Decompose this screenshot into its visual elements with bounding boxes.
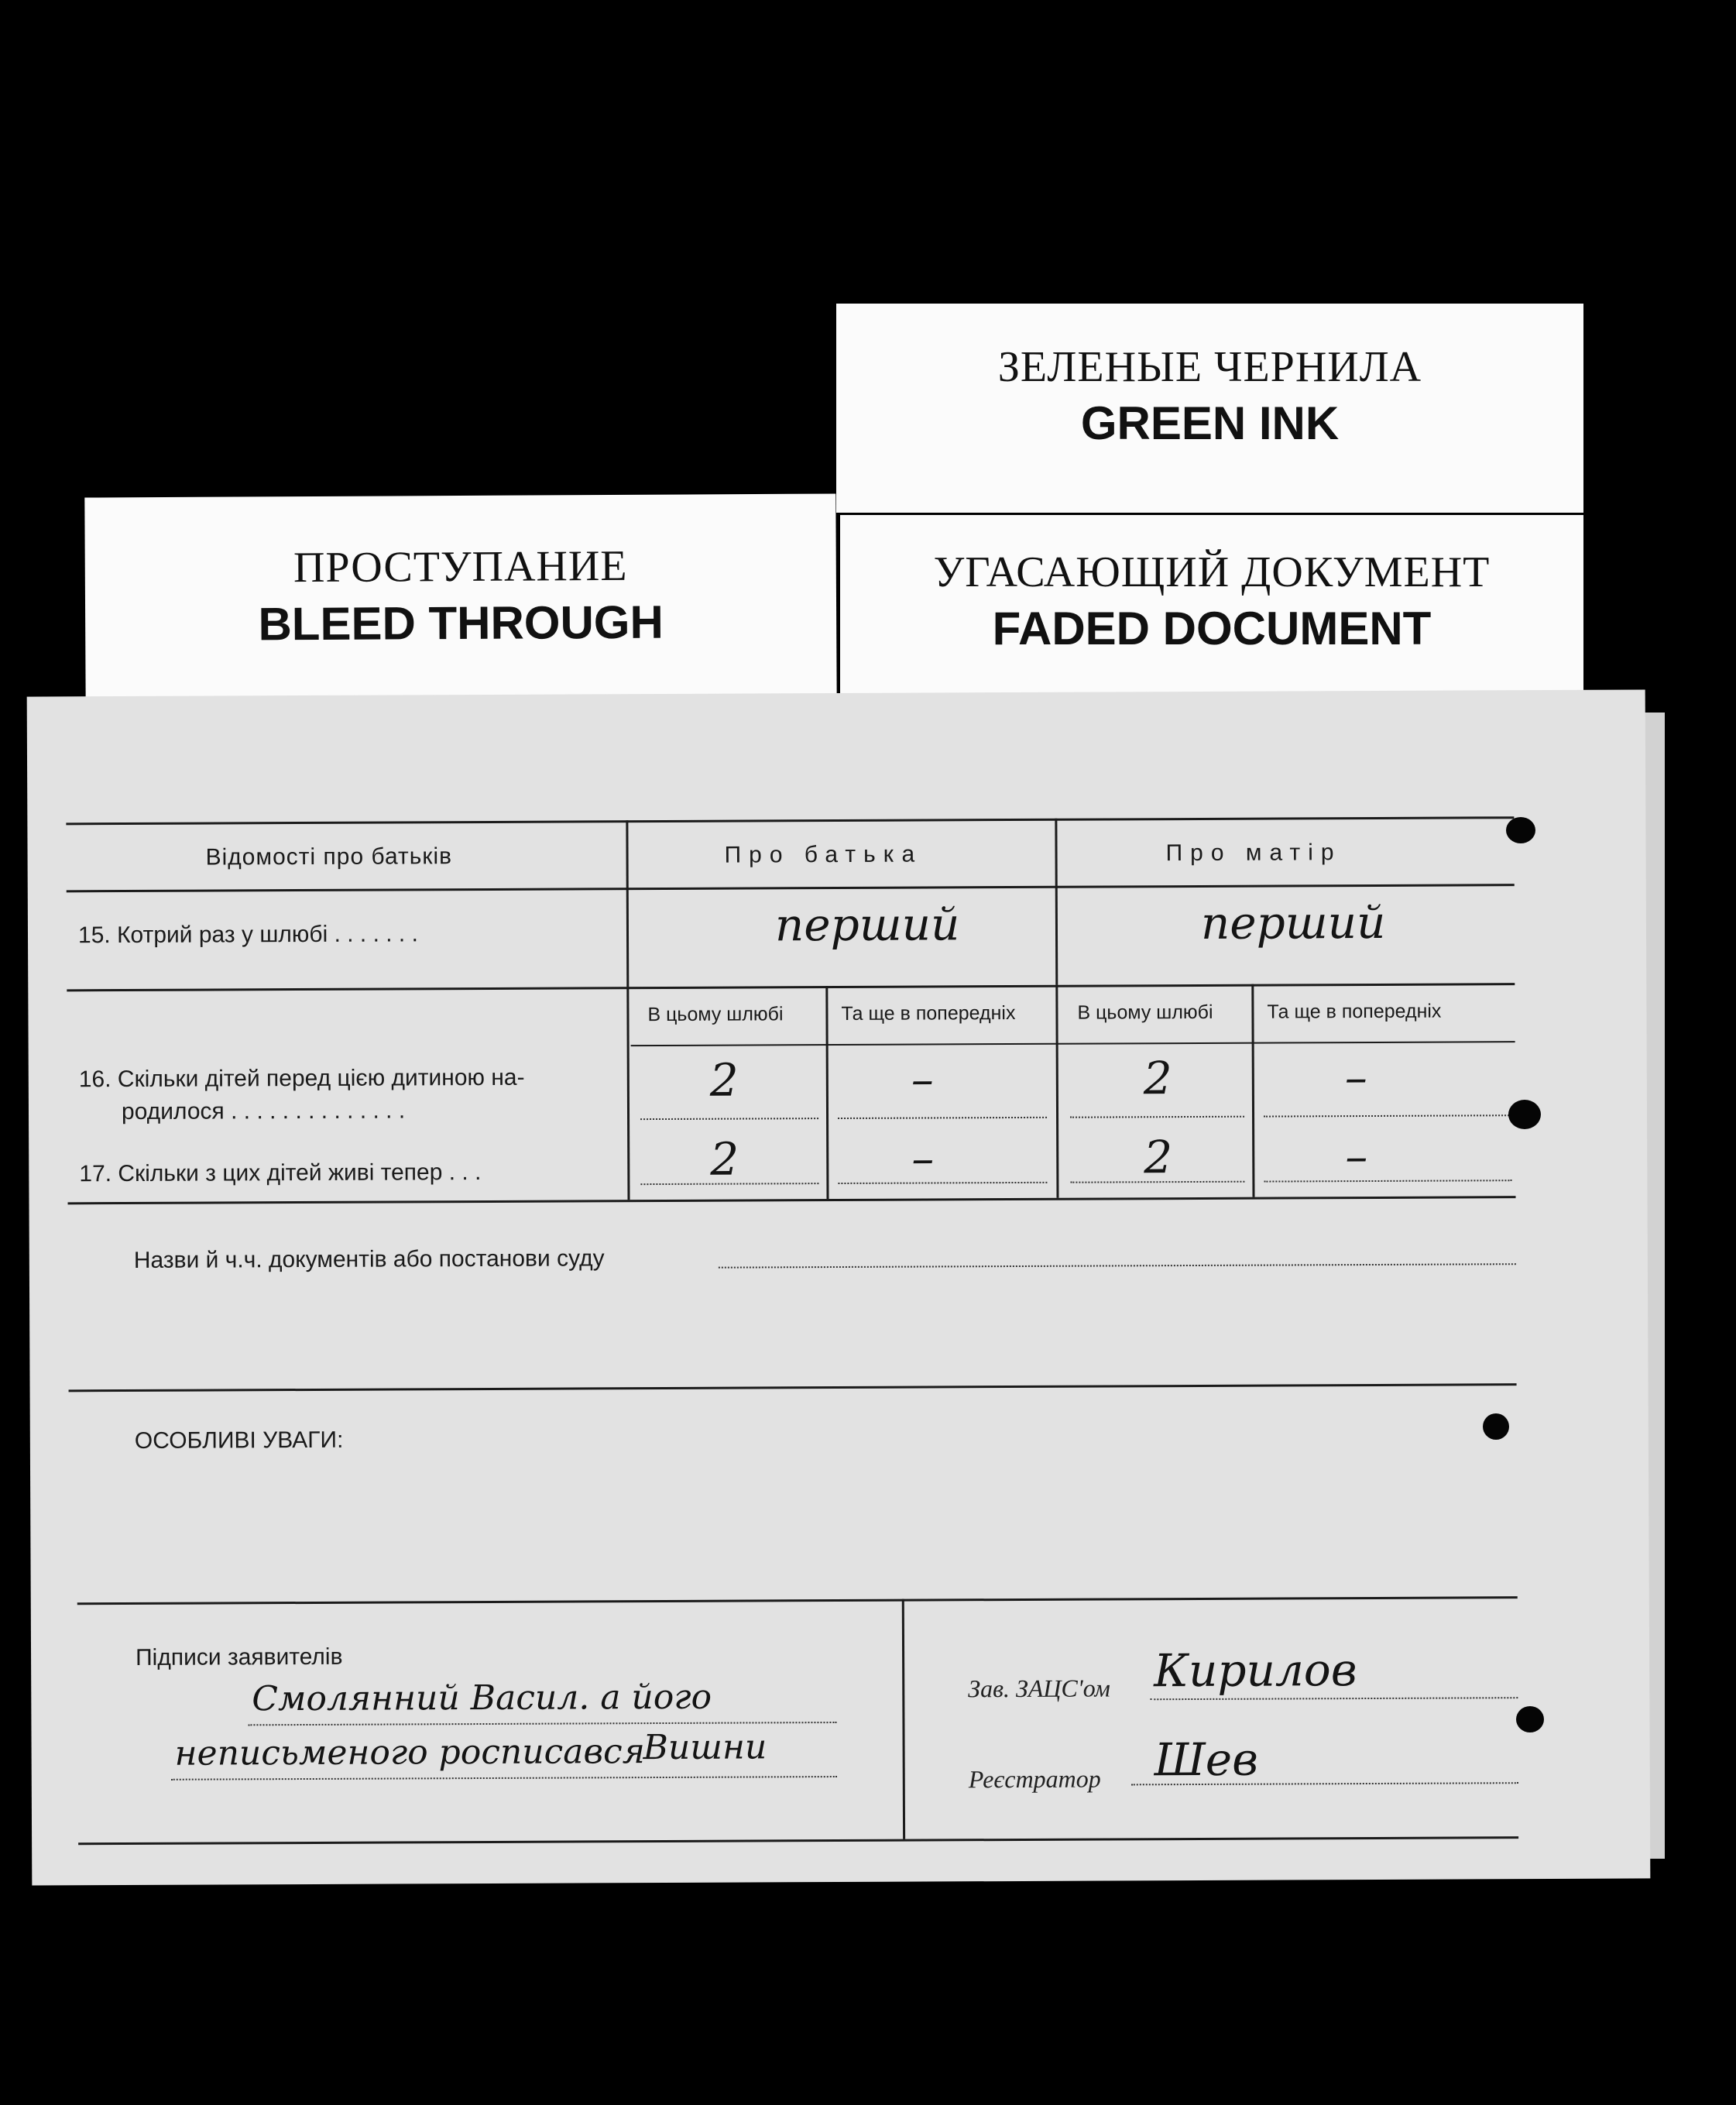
- row16-father-this: 2: [709, 1053, 739, 1107]
- punch-hole: [1508, 1100, 1541, 1129]
- faded-document-en: FADED DOCUMENT: [992, 603, 1432, 654]
- applicant-signature: Вишни: [643, 1727, 767, 1768]
- rule-row15-bottom: [67, 983, 1515, 991]
- row17-mother-prev-line: [1264, 1180, 1511, 1182]
- applicant-line2-rule: [171, 1776, 837, 1780]
- punch-hole: [1516, 1706, 1544, 1732]
- registrar-label: Реєстратор: [968, 1764, 1101, 1794]
- row16-mother-this-line: [1070, 1116, 1244, 1118]
- punch-hole: [1483, 1413, 1509, 1440]
- row16-mother-this: 2: [1143, 1052, 1172, 1105]
- row17-father-prev-line: [838, 1182, 1047, 1184]
- col-divider-mother-2: [1055, 985, 1058, 1198]
- bleed-through-card: [84, 493, 836, 706]
- signatures-label: Підписи заявителів: [136, 1643, 343, 1671]
- head-signature: Кирилов: [1154, 1643, 1357, 1698]
- green-ink-card: [836, 304, 1583, 513]
- green-ink-ru: ЗЕЛЕНЫЕ ЧЕРНИЛА: [997, 343, 1422, 391]
- row17-father-prev: –: [911, 1131, 935, 1185]
- bleed-through-en: BLEED THROUGH: [258, 596, 664, 651]
- col-divider-father-prev: [825, 986, 829, 1199]
- applicant-line1: Смолянний Васил. а його: [252, 1677, 712, 1719]
- head-signature-line: [1150, 1697, 1518, 1700]
- row15-label: 15. Котрий раз у шлюбі . . . . . . .: [77, 921, 418, 949]
- rule-subheader-bottom: [631, 1041, 1515, 1046]
- row16-father-prev: –: [911, 1052, 934, 1106]
- applicant-line2: неписьменого росписався: [174, 1732, 645, 1774]
- row16-label-line2: родилося . . . . . . . . . . . . . .: [121, 1097, 406, 1125]
- subheader-father-this: В цьому шлюбі: [647, 1003, 784, 1026]
- col-divider-mother-prev: [1251, 984, 1254, 1197]
- faded-document-card: [840, 515, 1583, 709]
- rule-signatures-top: [77, 1596, 1518, 1605]
- row17-label: 17. Скільки з цих дітей живі тепер . . .: [79, 1159, 482, 1187]
- subheader-father-prev: Та ще в попередніх: [841, 1002, 1016, 1025]
- special-notes-label: ОСОБЛИВІ УВАГИ:: [134, 1427, 344, 1454]
- rule-bottom: [78, 1836, 1518, 1845]
- form-sheet: [27, 689, 1651, 1885]
- row16-mother-prev-line: [1264, 1114, 1511, 1117]
- col-divider-father: [626, 820, 629, 987]
- row16-father-prev-line: [838, 1117, 1047, 1119]
- col-divider-mother: [1055, 819, 1058, 985]
- header-about-mother: Про матір: [1165, 840, 1342, 867]
- subheader-mother-prev: Та ще в попередніх: [1267, 1000, 1442, 1023]
- header-parents-info: Відомості про батьків: [205, 843, 453, 871]
- row17-mother-prev: –: [1345, 1130, 1368, 1183]
- signatures-divider: [902, 1599, 905, 1839]
- rule-top: [66, 816, 1514, 825]
- documents-line: [719, 1263, 1516, 1268]
- documents-label: Назви й ч.ч. документів або постанови суду: [133, 1245, 605, 1273]
- head-label: Зав. ЗАЦС'ом: [968, 1674, 1110, 1703]
- applicant-line1-rule: [248, 1722, 836, 1726]
- rule-documents-bottom: [69, 1383, 1517, 1392]
- registrar-signature: Шев: [1154, 1732, 1259, 1787]
- row15-mother-value: перший: [1200, 895, 1386, 949]
- row16-label-line1: 16. Скільки дітей перед цією дитиною на-: [78, 1064, 525, 1093]
- col-divider-father-2: [626, 987, 630, 1200]
- rule-row17-bottom: [68, 1196, 1516, 1204]
- row17-mother-this: 2: [1144, 1131, 1173, 1184]
- row15-father-value: перший: [774, 898, 960, 952]
- row16-father-this-line: [640, 1118, 818, 1120]
- faded-document-ru: УГАСАЮЩИЙ ДОКУМЕНТ: [933, 548, 1491, 596]
- header-about-father: Про батька: [724, 841, 923, 868]
- bleed-through-ru: ПРОСТУПАНИЕ: [293, 541, 628, 592]
- rule-header-bottom: [67, 884, 1515, 892]
- row16-mother-prev: –: [1344, 1051, 1367, 1104]
- row17-father-this: 2: [710, 1132, 739, 1186]
- subheader-mother-this: В цьому шлюбі: [1077, 1001, 1213, 1024]
- punch-hole: [1506, 817, 1535, 843]
- green-ink-en: GREEN INK: [1080, 397, 1340, 449]
